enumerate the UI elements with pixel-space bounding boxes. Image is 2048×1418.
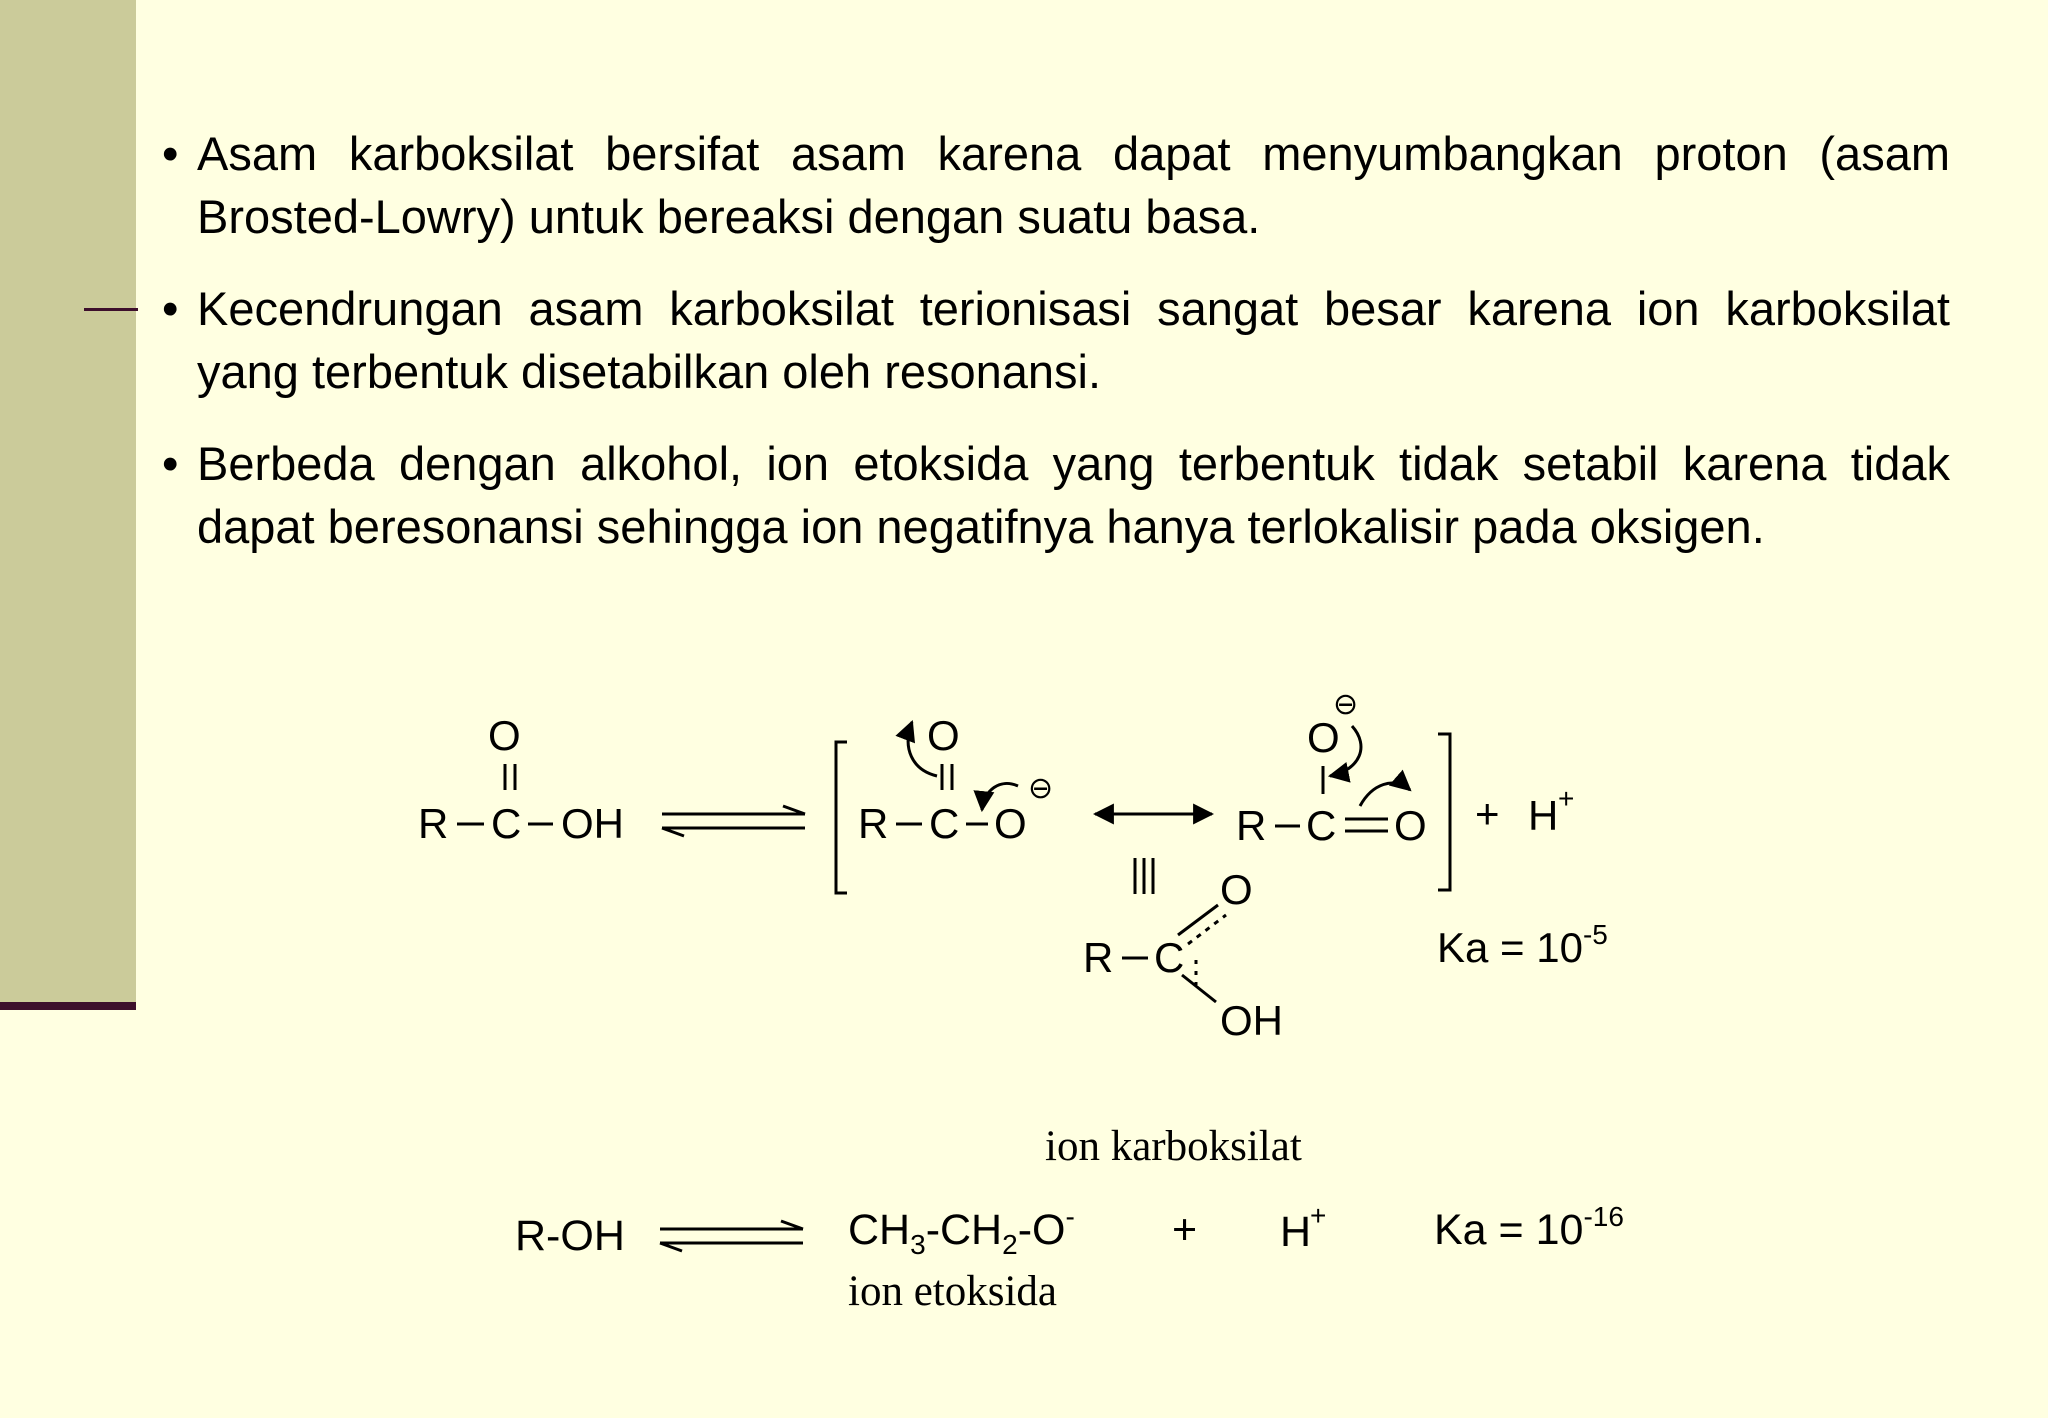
atom-o: O [488, 712, 521, 759]
bullet-mark: • [162, 282, 179, 335]
atom-o: O [1394, 802, 1427, 849]
product-label: ion etoksida [848, 1268, 1057, 1315]
atom-o: O [1220, 866, 1253, 913]
atom-o: O [927, 712, 960, 759]
bullet-text: Kecendrungan asam karboksilat terionisasi sangat besar karena ion karboksilat yang terbentuk disetabilkan oleh resonansi. [197, 282, 1950, 398]
atom-o: O [1307, 714, 1340, 761]
product-ethoxide: $CH_3-CH_2-O^-$ [848, 1201, 1075, 1260]
atom-c: C [491, 800, 522, 847]
bracket-right [1438, 734, 1450, 890]
bullet-mark: • [162, 437, 179, 490]
proton-charge: + [1558, 783, 1575, 814]
equilibrium-arrow [660, 1221, 803, 1251]
plus-sign: + [1172, 1206, 1198, 1254]
atom-o: O [994, 800, 1027, 847]
equilibrium-arrow [662, 806, 805, 836]
atom-c: C [929, 800, 960, 847]
proton-charge: + [1310, 1200, 1327, 1231]
atom-r: R [1083, 934, 1114, 981]
negative-charge: ⊖ [1028, 772, 1054, 805]
proton: H [1280, 1208, 1312, 1256]
bullet-mark: • [162, 127, 179, 180]
atom-c: C [1306, 802, 1337, 849]
atom-r: R [418, 800, 449, 847]
atom-c: C [1154, 934, 1185, 981]
bullet-text: Berbeda dengan alkohol, ion etoksida yang terbentuk tidak setabil karena tidak dapat beresonansi sehingga ion negatifnya hanya terlokalisir pada oksigen. [197, 437, 1950, 553]
resonance-structure-2 [1236, 688, 1427, 849]
product-label: ion karboksilat [1045, 1123, 1302, 1170]
negative-charge: ⊖ [1333, 688, 1359, 721]
atom-r: R [858, 800, 889, 847]
resonance-structure-1 [858, 712, 1053, 847]
resonance-hybrid-structure [1083, 866, 1283, 1044]
ka-value: $Ka = 10^{-16}$ [1434, 1201, 1624, 1254]
bullet-text: Asam karboksilat bersifat asam karena dapat menyumbangkan proton (asam Brosted-Lowry) untuk bereaksi dengan suatu basa. [197, 127, 1950, 243]
reactant-alcohol: R-OH [515, 1212, 625, 1260]
equivalence-sign [1135, 858, 1153, 894]
carboxylic-acid-structure [418, 712, 624, 847]
ka-value: $Ka = 10^{-5}$ [1437, 919, 1608, 971]
bracket-left [836, 742, 847, 893]
plus-sign: + [1475, 790, 1500, 837]
proton: H [1528, 792, 1559, 839]
atom-oh: OH [561, 800, 624, 847]
atom-r: R [1236, 802, 1267, 849]
atom-oh: OH [1220, 997, 1283, 1044]
